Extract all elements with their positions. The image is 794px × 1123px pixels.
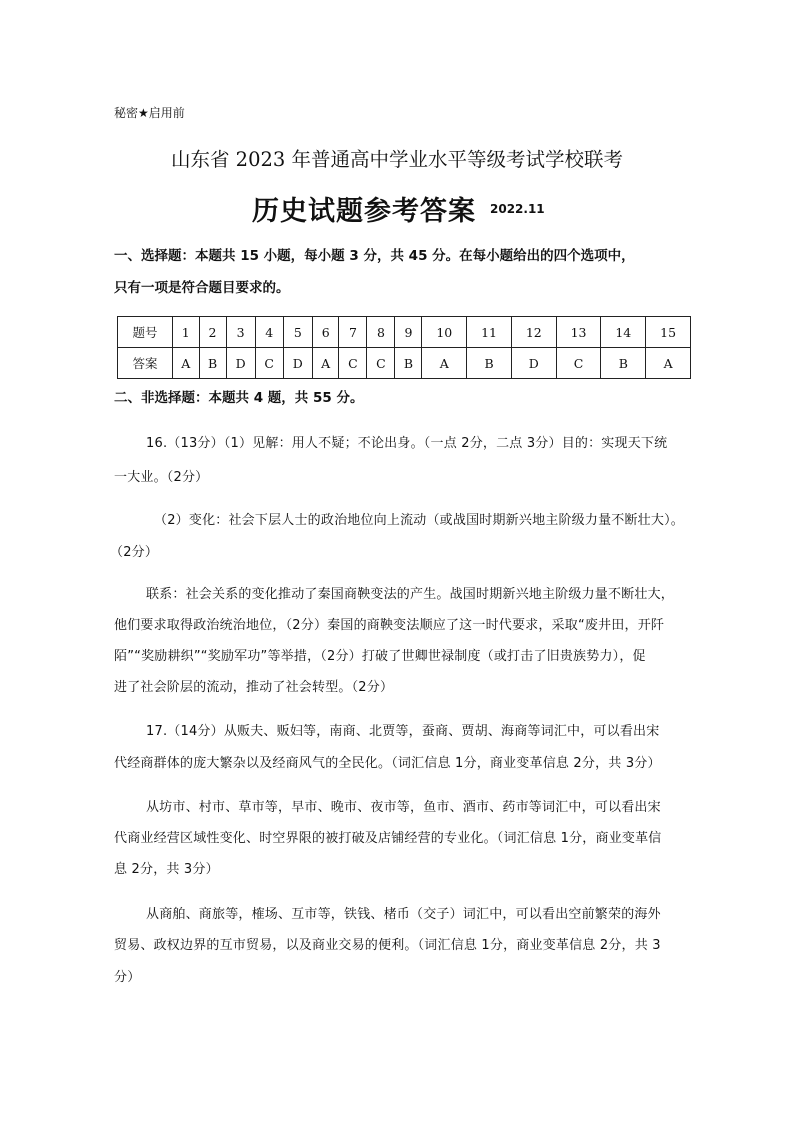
question-number-cell: 15 [646, 317, 691, 348]
answer-cell: A [173, 348, 200, 379]
q16-part1-line2: 一大业。（2分） [114, 470, 209, 485]
question-number-cell: 1 [173, 317, 200, 348]
q17-para2-line3: 息 2分，共 3分） [114, 862, 219, 877]
row-label-number: 题号 [118, 317, 173, 348]
question-number-cell: 9 [395, 317, 422, 348]
section2-heading: 二、非选择题：本题共 4 题，共 55 分。 [114, 390, 364, 406]
q16-part3-line1: 联系：社会关系的变化推动了秦国商鞅变法的产生。战国时期新兴地主阶级力量不断壮大， [146, 587, 675, 602]
question-number-cell: 5 [283, 317, 312, 348]
answer-row [118, 348, 691, 379]
question-number-cell: 2 [199, 317, 226, 348]
answer-cell: D [283, 348, 312, 379]
question-number-cell: 7 [339, 317, 367, 348]
answer-cell: D [226, 348, 255, 379]
q17-para3-line1: 从商舶、商旅等，榷场、互市等，铁钱、楮币（交子）词汇中，可以看出空前繁荣的海外 [146, 907, 661, 922]
question-number-cell: 12 [511, 317, 556, 348]
q17-para3-line3: 分） [114, 970, 141, 985]
question-number-cell: 10 [422, 317, 467, 348]
section1-heading-line1: 一、选择题：本题共 15 小题，每小题 3 分，共 45 分。在每小题给出的四个选项中， [114, 248, 635, 264]
confidential-mark: 秘密★启用前 [114, 106, 185, 120]
q17-para2-line2: 代商业经营区域性变化、时空界限的被打破及店铺经营的专业化。（词汇信息 1分，商业变革信 [114, 831, 662, 846]
question-number-cell: 4 [255, 317, 283, 348]
answer-cell: C [556, 348, 601, 379]
row-label-answer: 答案 [118, 348, 173, 379]
q16-part3-line2: 他们要求取得政治统治地位，（2分）秦国的商鞅变法顺应了这一时代要求，采取“废井田，开阡 [114, 618, 665, 633]
q16-part2-line2: （2分） [110, 545, 159, 560]
q16-part3-line4: 进了社会阶层的流动，推动了社会转型。（2分） [114, 680, 394, 695]
section1-heading-line2: 只有一项是符合题目要求的。 [114, 280, 290, 296]
question-number-cell: 11 [467, 317, 512, 348]
answer-cell: B [199, 348, 226, 379]
answer-cell: C [339, 348, 367, 379]
exam-date: 2022.11 [490, 202, 545, 216]
answer-cell: B [601, 348, 646, 379]
question-number-cell: 8 [367, 317, 395, 348]
question-number-cell: 14 [601, 317, 646, 348]
exam-subtitle: 山东省 2023 年普通高中学业水平等级考试学校联考 [170, 148, 624, 171]
question-number-cell: 13 [556, 317, 601, 348]
answer-cell: A [646, 348, 691, 379]
answer-cell: B [395, 348, 422, 379]
answer-cell: B [467, 348, 512, 379]
answer-cell: C [367, 348, 395, 379]
page-title: 历史试题参考答案 [252, 196, 476, 227]
q17-para3-line2: 贸易、政权边界的互市贸易，以及商业交易的便利。（词汇信息 1分，商业变革信息 2分，共 3 [114, 938, 661, 953]
q17-para1-line1: 17.（14分）从贩夫、贩妇等，南商、北贾等，蚕商、贾胡、海商等词汇中，可以看出宋 [146, 724, 660, 739]
question-number-row [118, 317, 691, 348]
q16-part1-line1: 16.（13分）（1）见解：用人不疑；不论出身。（一点 2分，二点 3分）目的：实现天下统 [146, 436, 668, 451]
answer-cell: A [312, 348, 339, 379]
answer-cell: C [255, 348, 283, 379]
q16-part2-line1: （2）变化：社会下层人士的政治地位向上流动（或战国时期新兴地主阶级力量不断壮大）。 [154, 513, 684, 528]
question-number-cell: 3 [226, 317, 255, 348]
answer-table [117, 316, 691, 379]
q17-para1-line2: 代经商群体的庞大繁杂以及经商风气的全民化。（词汇信息 1分，商业变革信息 2分，共 3分） [114, 756, 661, 771]
q17-para2-line1: 从坊市、村市、草市等，早市、晚市、夜市等，鱼市、酒市、药市等词汇中，可以看出宋 [146, 800, 661, 815]
question-number-cell: 6 [312, 317, 339, 348]
answer-cell: D [511, 348, 556, 379]
q16-part3-line3: 陌”“奖励耕织”“奖励军功”等举措，（2分）打破了世卿世禄制度（或打击了旧贵族势力），促 [114, 649, 646, 664]
answer-cell: A [422, 348, 467, 379]
